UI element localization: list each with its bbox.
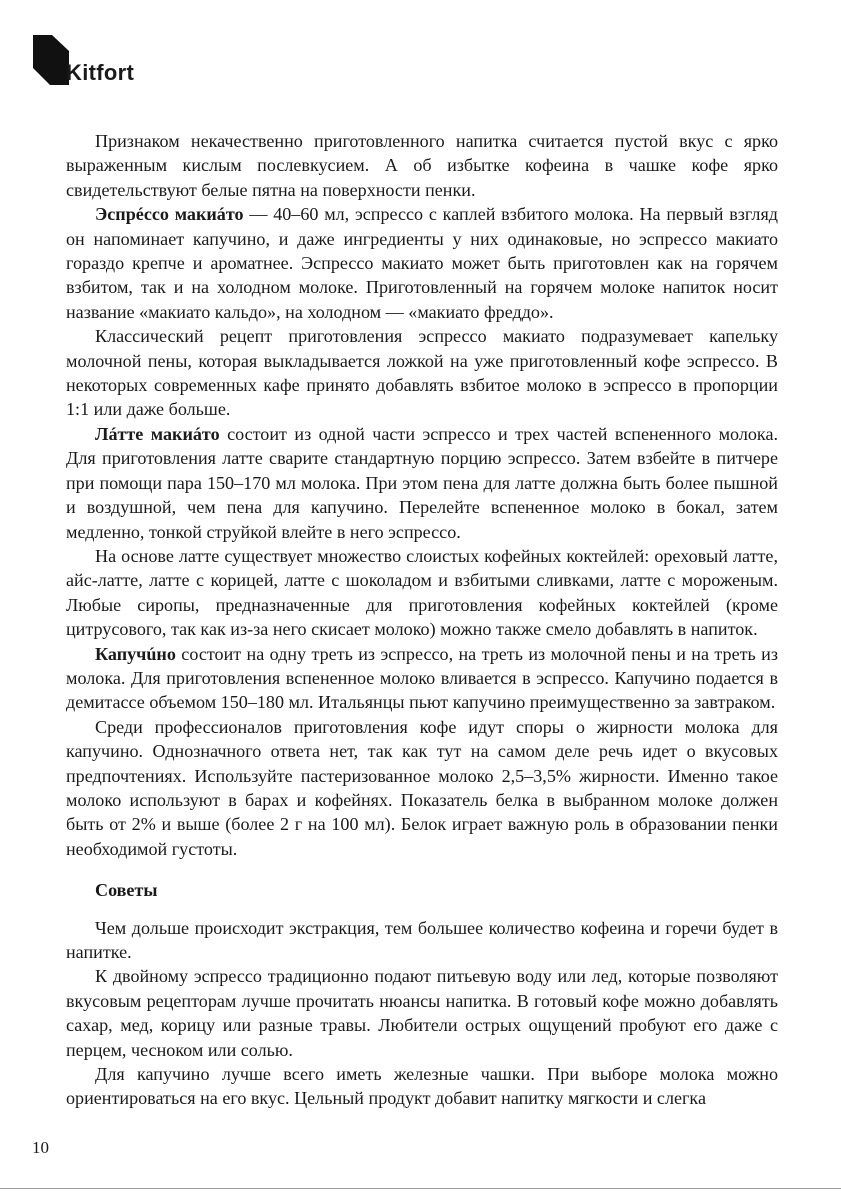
bottom-divider [0,1188,841,1189]
paragraph-text: Среди профессионалов приготовления кофе идут споры о жирности молока для капучино. Однозначного ответа нет, так как тут на самом деле речь идет о вкусовых предпочтениях. Используйте пастеризованное молоко 2,5–3,5% жирности. Именно такое молоко используют в барах и кофейнях. Показатель белка в выбранном молоке должен быть от 2% и выше (более 2 г на 100 мл). Белок играет важную роль в образовании пенки необходимой густоты. [66,716,778,859]
paragraph-text: На основе латте существует множество слоистых кофейных коктейлей: ореховый латте, айс-латте, латте с корицей, латте с шоколадом и взбитыми сливками, латте с мороженым. Любые сиропы, предназначенные для приготовления кофейных коктейлей (кроме цитрусового, так как из-за него скисает молоко) можно также смело добавлять в напиток. [66,545,778,640]
paragraph [66,715,778,861]
paragraph [66,129,778,202]
paragraph [66,544,778,642]
term-espresso-macchiato: Эспрéссо макиáто [95,204,244,225]
paragraph [66,422,778,544]
brand-name: Kitfort [66,60,135,85]
tip-paragraph: Чем дольше происходит экстракция, тем большее количество кофеина и горечи будет в напитке. [66,917,778,962]
paragraph [66,324,778,422]
kitfort-logo-icon [33,35,69,85]
tip-paragraph: К двойному эспрессо традиционно подают питьевую воду или лед, которые позволяют вкусовым рецепторам лучше прочитать нюансы напитка. В готовый кофе можно добавлять сахар, мед, корицу или разные травы. Любители острых ощущений пробуют его даже с перцем, чесноком или солью. [66,966,778,1060]
term-latte-macchiato: Лáтте макиáто [95,423,220,444]
paragraph-text: состоит на одну треть из эспрессо, на треть из молочной пены и на треть из молока. Для приготовления вспененное молоко вливается в эспрессо. Капучино подается в демитассе объемом 150–180 мл. Итальянцы пьют капучино преимущественно за завтраком. [66,643,778,713]
paragraph-text: состоит из одной части эспрессо и трех частей вспененного молока. Для приготовления латте сварите стандартную порцию эспрессо. Затем взбейте в питчере при помощи пара 150–170 мл молока. При этом пена для латте должна быть более пышной и воздушной, чем пена для капучино. Перелейте вспененное молоко в бокал, затем медленно, тонкой струйкой влейте в него эспрессо. [66,423,778,542]
term-cappuccino: Капучúно [95,643,176,664]
paragraph-text: Признаком некачественно приготовленного напитка считается пустой вкус с ярко выраженным кислым послевкусием. А об избытке кофеина в чашке кофе ярко свидетельствуют белые пятна на поверхности пенки. [66,131,778,200]
tips-heading: Советы [95,880,158,901]
paragraph [66,202,778,324]
page-body [66,129,778,1111]
tip-paragraph: Для капучино лучше всего иметь железные чашки. При выборе молока можно ориентироваться на его вкус. Цельный продукт добавит напитку мягкости и слегка [66,1064,778,1109]
paragraph-text: — 40–60 мл, эспрессо с каплей взбитого молока. На первый взгляд он напоминает капучино, и даже ингредиенты у них одинаковые, но эспрессо макиато гораздо крепче и ароматнее. Эспрессо макиато может быть приготовлен как на горячем взбитом, так и на холодном молоке. Приготовленный на горячем молоке напиток носит название «макиато кальдо», на холодном — «макиато фреддо». [66,204,778,322]
paragraph [66,642,778,715]
paragraph-text: Классический рецепт приготовления эспрессо макиато подразумевает капельку молочной пены, которая выкладывается ложкой на уже приготовленный кофе эспрессо. В некоторых современных кафе принято добавлять взбитое молоко в эспрессо в пропорции 1:1 или даже больше. [66,326,778,420]
page-number: 10 [32,1138,49,1157]
